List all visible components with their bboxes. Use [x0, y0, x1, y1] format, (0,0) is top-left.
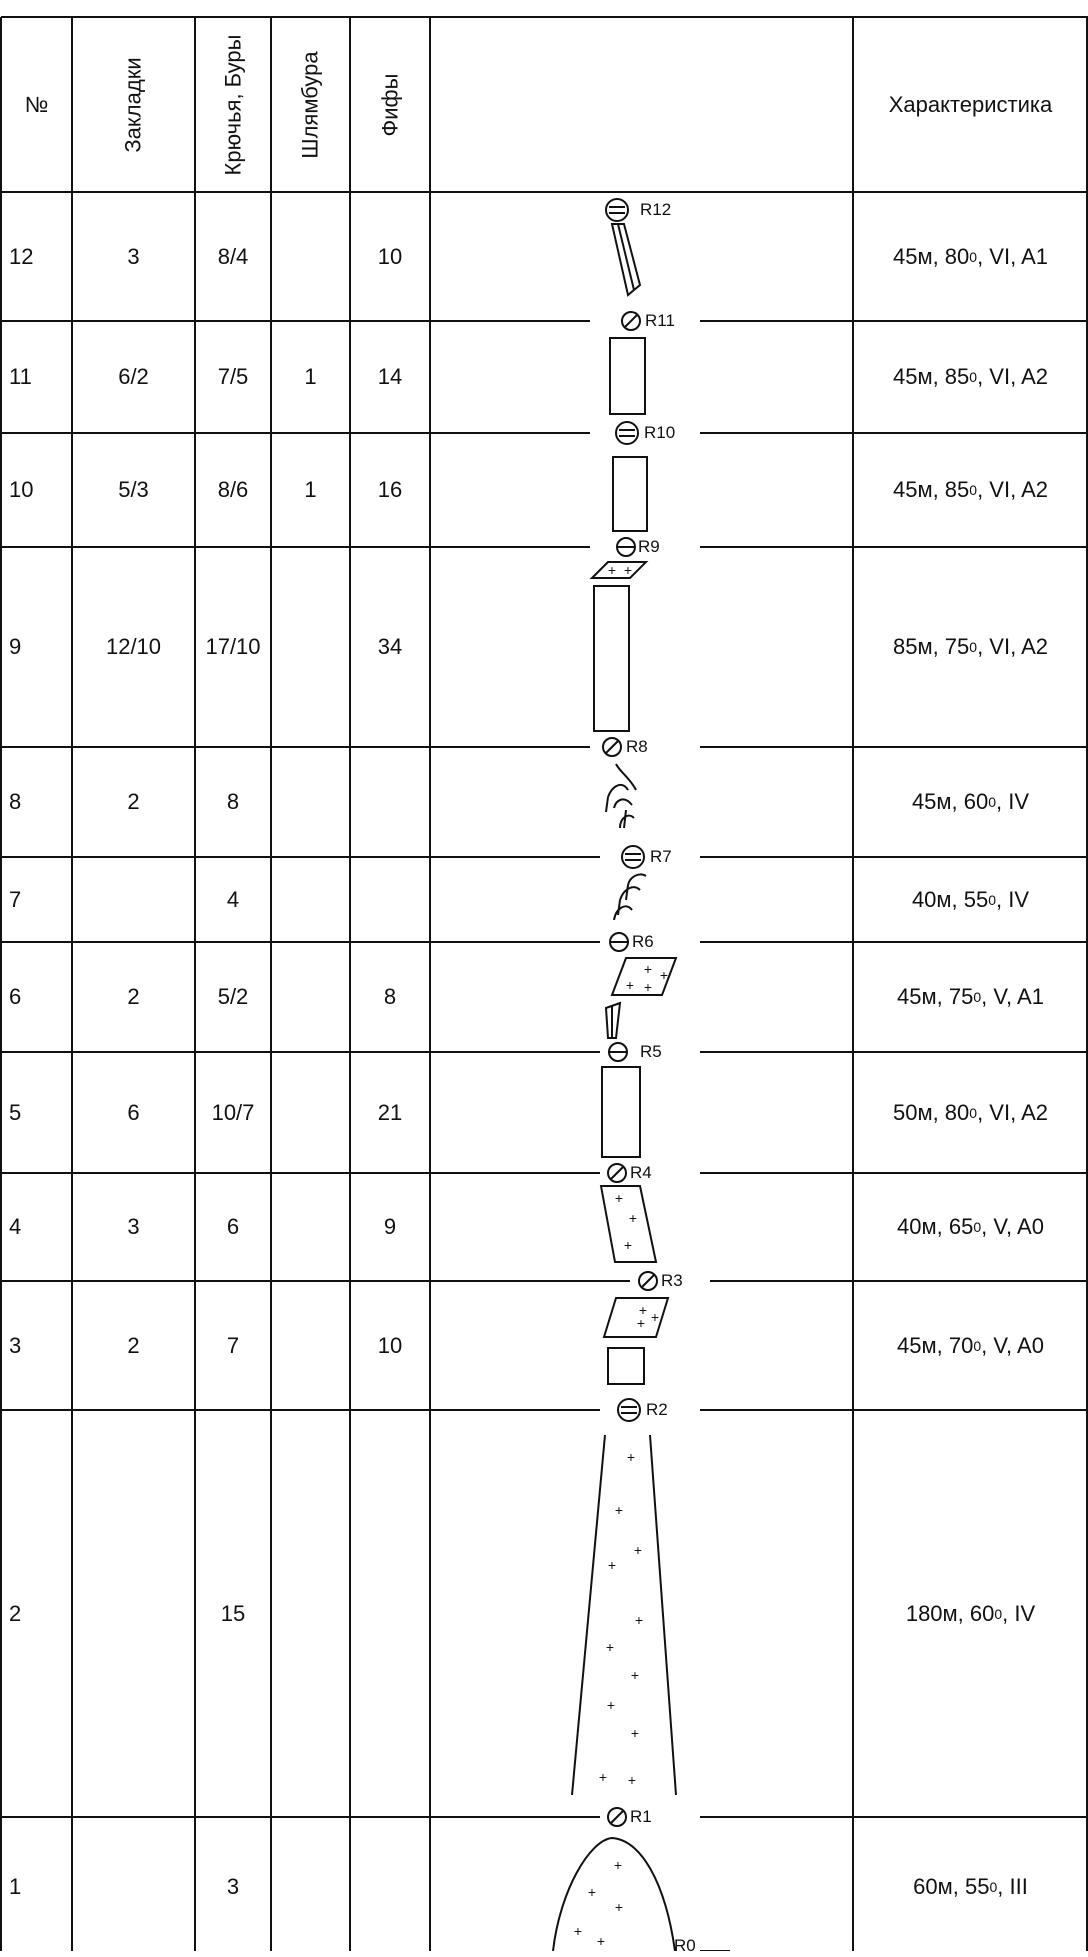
svg-text:+: +	[634, 1612, 644, 1628]
row-10-num-cell: 10	[9, 477, 34, 502]
svg-text:+: +	[628, 1210, 638, 1226]
row-4-num-cell: 4	[9, 1214, 22, 1239]
svg-text:+: +	[638, 1302, 648, 1318]
svg-text:+: +	[633, 1542, 643, 1558]
degree-mark: 0	[969, 1104, 978, 1121]
station-marker-r3	[639, 1272, 657, 1290]
degree-mark: 0	[969, 482, 978, 498]
station-marker-r11	[622, 312, 640, 330]
row-3-num-cell: 3	[9, 1332, 22, 1358]
row-11-shlyambura-cell: 1	[304, 364, 317, 389]
row-9-characteristic-cell	[853, 547, 1088, 747]
characteristic-length-angle: 40м, 65	[897, 1214, 974, 1239]
characteristic-length-angle: 45м, 75	[897, 984, 974, 1009]
row-6-fify-cell: 8	[383, 984, 397, 1009]
row-5-fify-cell: 21	[377, 1099, 403, 1125]
station-label-r4: R4	[630, 1163, 652, 1182]
row-1-kryuchya-cell: 3	[226, 1874, 240, 1899]
row-7-kryuchya-cell: 4	[226, 886, 240, 912]
characteristic-length-angle: 180м, 60	[905, 1600, 995, 1626]
row-3-characteristic-cell	[853, 1281, 1088, 1410]
degree-mark: 0	[969, 639, 978, 655]
degree-mark: 0	[969, 369, 978, 385]
row-11-num-cell: 11	[9, 364, 32, 389]
station-label-r1: R1	[630, 1807, 652, 1826]
header-kryuchya-label: Крючья, Буры	[220, 34, 246, 175]
row-2-kryuchya-cell: 15	[220, 1600, 246, 1626]
header-shlyambura	[271, 17, 350, 192]
station-marker-r5	[609, 1043, 627, 1061]
wall-feature	[610, 338, 645, 414]
slope-feature	[553, 1838, 675, 1951]
station-label-r6: R6	[632, 932, 654, 951]
row-10-kryuchya-cell: 8/6	[217, 477, 249, 502]
row-11-characteristic-cell	[853, 321, 1088, 433]
overhang-feature	[606, 764, 636, 828]
svg-text:+: +	[596, 1933, 606, 1949]
svg-text:+: +	[625, 977, 635, 993]
row-7-shlyambura-cell	[271, 857, 350, 942]
svg-text:+: +	[623, 562, 633, 578]
degree-mark: 0	[994, 1605, 1003, 1622]
characteristic-grade: , VI, A2	[977, 364, 1049, 389]
characteristic-length-angle: 45м, 85	[892, 477, 970, 502]
row-9-zakladki-cell: 12/10	[105, 634, 162, 659]
svg-text:+: +	[623, 1237, 633, 1253]
row-2-zakladki-cell	[72, 1410, 195, 1817]
row-2-shlyambura-cell	[271, 1410, 350, 1817]
station-label-r11: R11	[645, 311, 675, 330]
station-label-r2: R2	[646, 1400, 668, 1419]
characteristic-length-angle: 40м, 55	[911, 886, 989, 912]
header-shlyambura-label: Шлямбура	[297, 50, 323, 159]
characteristic-length-angle: 85м, 75	[892, 634, 970, 659]
station-marker-r12	[606, 199, 628, 221]
svg-text:+: +	[614, 1502, 624, 1518]
row-10-zakladki-cell: 5/3	[118, 477, 149, 502]
station-marker-r9	[617, 538, 635, 556]
row-12-kryuchya-cell: 8/4	[217, 243, 249, 269]
row-6-characteristic-cell	[853, 942, 1088, 1052]
characteristic-grade: , V, A0	[981, 1332, 1044, 1358]
characteristic-length-angle: 60м, 55	[913, 1874, 990, 1899]
degree-mark: 0	[988, 794, 997, 810]
row-8-shlyambura-cell	[271, 747, 350, 857]
row-1-characteristic-cell	[853, 1817, 1088, 1957]
row-8-kryuchya-cell: 8	[226, 789, 240, 814]
row-3-shlyambura-cell	[271, 1281, 350, 1410]
station-label-r12: R12	[640, 200, 672, 219]
overhang-feature	[614, 874, 646, 920]
row-8-zakladki-cell: 2	[127, 789, 140, 814]
row-7-fify-cell	[350, 857, 430, 942]
header-characteristic: Характеристика	[888, 91, 1053, 117]
svg-text:+: +	[630, 1725, 640, 1741]
dihedral-feature	[606, 1003, 620, 1038]
station-label-r3: R3	[661, 1271, 683, 1290]
svg-text:+: +	[598, 1769, 608, 1785]
station-marker-r1	[608, 1808, 626, 1826]
characteristic-grade: , VI, A1	[977, 243, 1049, 269]
station-label-r8: R8	[626, 737, 648, 756]
svg-text:+: +	[607, 562, 617, 578]
station-marker-r6	[610, 933, 628, 951]
station-marker-r10	[616, 422, 638, 444]
row-8-fify-cell	[350, 747, 430, 857]
header-kryuchya	[195, 17, 271, 192]
svg-text:+: +	[606, 1697, 616, 1713]
row-9-num-cell: 9	[9, 634, 22, 659]
header-fify-label: Фифы	[377, 73, 402, 136]
row-12-zakladki-cell: 3	[127, 243, 140, 269]
row-7-characteristic-cell	[853, 857, 1088, 942]
characteristic-length-angle: 45м, 60	[911, 789, 989, 814]
row-12-characteristic-cell	[853, 192, 1088, 321]
degree-mark: 0	[973, 1337, 982, 1354]
row-10-shlyambura-cell: 1	[304, 477, 317, 502]
row-6-shlyambura-cell	[271, 942, 350, 1052]
row-9-fify-cell: 34	[377, 634, 403, 659]
row-5-shlyambura-cell	[271, 1052, 350, 1173]
row-11-zakladki-cell: 6/2	[118, 364, 149, 389]
characteristic-grade: , VI, A2	[977, 1099, 1049, 1125]
characteristic-grade: , III	[997, 1874, 1028, 1899]
svg-text:+: +	[587, 1884, 597, 1900]
header-fify	[350, 17, 430, 192]
couloir-feature	[572, 1435, 676, 1795]
svg-text:+: +	[573, 1923, 583, 1939]
degree-mark: 0	[969, 248, 978, 265]
row-5-characteristic-cell	[853, 1052, 1088, 1173]
row-4-fify-cell: 9	[383, 1214, 397, 1239]
row-5-zakladki-cell: 6	[127, 1099, 140, 1125]
row-12-num-cell: 12	[9, 243, 34, 269]
row-10-fify-cell: 16	[377, 477, 403, 502]
row-2-num-cell: 2	[9, 1600, 22, 1626]
station-marker-r2	[618, 1399, 640, 1421]
slab-feature	[592, 562, 646, 578]
degree-mark: 0	[989, 1879, 998, 1895]
row-5-kryuchya-cell: 10/7	[211, 1099, 255, 1125]
characteristic-grade: , IV	[996, 789, 1030, 814]
row-6-zakladki-cell: 2	[127, 984, 140, 1009]
degree-mark: 0	[973, 989, 982, 1005]
station-marker-r4	[608, 1164, 626, 1182]
station-marker-r8	[603, 738, 621, 756]
row-9-shlyambura-cell	[271, 547, 350, 747]
row-1-shlyambura-cell	[271, 1817, 350, 1957]
svg-text:+: +	[643, 961, 653, 977]
station-label-r7: R7	[650, 847, 672, 866]
row-5-num-cell: 5	[9, 1099, 22, 1125]
characteristic-length-angle: 45м, 85	[892, 364, 970, 389]
characteristic-length-angle: 45м, 80	[892, 243, 970, 269]
header-zakladki-label: Закладки	[120, 56, 146, 153]
row-11-kryuchya-cell: 7/5	[217, 364, 249, 389]
characteristic-length-angle: 45м, 70	[897, 1332, 974, 1358]
svg-text:+: +	[614, 1899, 624, 1915]
svg-text:+: +	[626, 1449, 636, 1465]
degree-mark: 0	[988, 891, 997, 908]
row-3-fify-cell: 10	[377, 1332, 403, 1358]
wall-feature	[594, 586, 629, 731]
row-12-fify-cell: 10	[377, 243, 403, 269]
row-4-shlyambura-cell	[271, 1173, 350, 1281]
station-label-r0: R0	[674, 1936, 696, 1955]
row-2-characteristic-cell	[853, 1410, 1088, 1817]
wall-feature	[602, 1067, 640, 1157]
row-7-zakladki-cell	[72, 857, 195, 942]
station-label-r10: R10	[644, 423, 676, 442]
row-12-shlyambura-cell	[271, 192, 350, 321]
svg-text:+: +	[613, 1857, 623, 1873]
station-marker-r7	[622, 846, 644, 868]
svg-text:+: +	[614, 1190, 624, 1206]
characteristic-grade: , VI, A2	[977, 634, 1049, 659]
row-6-kryuchya-cell: 5/2	[217, 984, 249, 1009]
svg-text:+: +	[650, 1309, 660, 1325]
station-label-r5: R5	[640, 1042, 662, 1061]
svg-text:+: +	[607, 1557, 617, 1573]
svg-text:+: +	[627, 1772, 637, 1788]
row-3-zakladki-cell: 2	[127, 1332, 140, 1358]
wall-feature	[613, 457, 647, 531]
characteristic-grade: , V, A0	[981, 1214, 1044, 1239]
row-10-characteristic-cell	[853, 433, 1088, 547]
row-4-kryuchya-cell: 6	[226, 1214, 240, 1239]
characteristic-grade: , V, A1	[981, 984, 1044, 1009]
route-drawing	[553, 199, 730, 1951]
row-4-characteristic-cell	[853, 1173, 1088, 1281]
row-7-num-cell: 7	[9, 886, 22, 912]
row-11-fify-cell: 14	[377, 364, 403, 389]
characteristic-grade: , VI, A2	[977, 477, 1049, 502]
characteristic-grade: , IV	[1002, 1600, 1036, 1626]
header-number: №	[24, 91, 49, 117]
row-2-fify-cell	[350, 1410, 430, 1817]
row-9-kryuchya-cell: 17/10	[205, 634, 261, 659]
header-zakladki	[72, 17, 195, 192]
characteristic-grade: , IV	[996, 886, 1030, 912]
svg-text:+: +	[643, 979, 653, 995]
row-1-fify-cell	[350, 1817, 430, 1957]
row-4-zakladki-cell: 3	[127, 1214, 140, 1239]
wall-feature	[608, 1348, 644, 1384]
characteristic-length-angle: 50м, 80	[892, 1099, 970, 1125]
row-6-num-cell: 6	[9, 984, 22, 1009]
svg-text:+: +	[605, 1639, 615, 1655]
row-3-kryuchya-cell: 7	[226, 1332, 240, 1358]
svg-text:+: +	[630, 1667, 640, 1683]
svg-text:+: +	[659, 967, 669, 983]
row-8-characteristic-cell	[853, 747, 1088, 857]
row-1-zakladki-cell	[72, 1817, 195, 1957]
dihedral-feature	[612, 224, 640, 295]
degree-mark: 0	[973, 1219, 982, 1235]
row-8-num-cell: 8	[9, 789, 22, 814]
svg-text:+: +	[636, 1315, 646, 1331]
station-label-r9: R9	[638, 537, 660, 556]
row-1-num-cell: 1	[9, 1874, 22, 1899]
